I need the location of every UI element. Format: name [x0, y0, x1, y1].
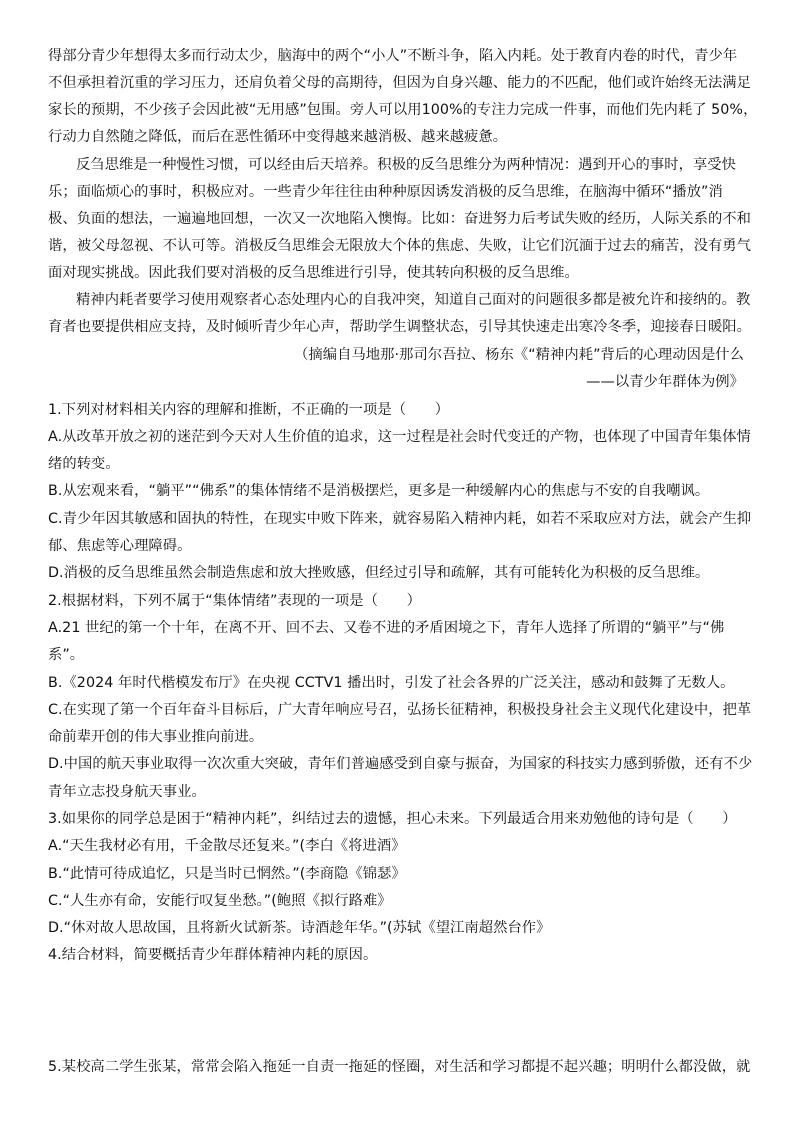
question-2-stem: 2.根据材料，下列不属于“集体情绪”表现的一项是（ ） — [48, 593, 421, 609]
question-2-option-a: 系”。 — [48, 647, 85, 663]
question-1-option-d: D.消极的反刍思维虽然会制造焦虑和放大挫败感，但经过引导和疏解，其有可能转化为积极的反刍思维。 — [48, 565, 710, 581]
question-2-option-b: B.《2024 年时代楷模发布厅》在央视 CCTV1 播出时，引发了社会各界的广泛关注，感动和鼓舞了无数人。 — [48, 675, 735, 691]
question-3-stem: 3.如果你的同学总是困于“精神内耗”，纠结过去的遗憾，担心未来。下列最适合用来劝勉他的诗句是（ ） — [48, 811, 737, 827]
question-1-option-a: 绪的转变。 — [48, 456, 120, 472]
passage-line: 家长的预期，不少孩子会因此被“无用感”包围。旁人可以用100%的专注力完成一件事，而他们先内耗了 50%， — [48, 102, 758, 118]
question-2-option-c: 命前辈开创的伟大事业推向前进。 — [48, 729, 264, 745]
question-1-option-a: A.从改革开放之初的迷茫到今天对人生价值的追求，这一过程是社会时代变迁的产物，也体现了中国青年集体情 — [48, 429, 751, 445]
question-5-stem: 5.某校高二学生张某，常常会陷入拖延一自责一拖延的怪圈，对生活和学习都提不起兴趣；明明什么都没做，就 — [48, 1059, 751, 1075]
question-3-option-a: A.“天生我材必有用，千金散尽还复来。”(李白《将进酒》 — [48, 838, 406, 854]
passage-line: 乐；面临烦心的事时，积极应对。一些青少年往往由种种原因诱发消极的反刍思维，在脑海中循环“播放”消 — [48, 184, 723, 200]
question-4-stem: 4.结合材料，简要概括青少年群体精神内耗的原因。 — [48, 947, 378, 963]
question-1-option-b: B.从宏观来看，“躺平”“佛系”的集体情绪不是消极摆烂，更多是一种缓解内心的焦虑与不安的自我嘲讽。 — [48, 483, 710, 499]
passage-line: 育者也要提供相应支持，及时倾听青少年心声，帮助学生调整状态，引导其快速走出寒冷冬季，迎接春日暖阳。 — [48, 319, 751, 335]
passage-line: 面对现实挑战。因此我们要对消极的反刍思维进行引导，使其转向积极的反刍思维。 — [48, 265, 579, 281]
source-citation: ——以青少年群体为例》 — [586, 374, 744, 390]
question-2-option-a: A.21 世纪的第一个十年，在离不开、回不去、又卷不进的矛盾困境之下，青年人选择了所谓的“躺平”与“佛 — [48, 620, 725, 636]
question-3-option-d: D.“休对故人思故国，且将新火试新茶。诗酒趁年华。”(苏轼《望江南超然台作》 — [48, 920, 551, 936]
question-2-option-d: 青年立志投身航天事业。 — [48, 784, 206, 800]
question-3-option-b: B.“此情可待成追忆，只是当时已惘然。”(李商隐《锦瑟》 — [48, 866, 406, 882]
passage-line: 反刍思维是一种慢性习惯，可以经由后天培养。积极的反刍思维分为两种情况：遇到开心的事时，享受快 — [76, 157, 736, 173]
question-1-option-c: C.青少年因其敏感和固执的特性，在现实中败下阵来，就容易陷入精神内耗，如若不采取应对方法，就会产生抑 — [48, 511, 752, 527]
passage-line: 精神内耗者要学习使用观察者心态处理内心的自我冲突，知道自己面对的问题很多都是被允许和接纳的。教 — [76, 292, 751, 308]
passage-line: 谐，被父母忽视、不认可等。消极反刍思维会无限放大个体的焦虑、失败，让它们沉湎于过去的痛苦，没有勇气 — [48, 238, 751, 254]
question-1-option-c: 郁、焦虑等心理障碍。 — [48, 538, 192, 554]
question-2-option-c: C.在实现了第一个百年奋斗目标后，广大青年响应号召，弘扬长征精神，积极投身社会主义现代化建设中，把革 — [48, 702, 752, 718]
question-2-option-d: D.中国的航天事业取得一次次重大突破，青年们普遍感受到自豪与振奋，为国家的科技实力感到骄傲，还有不少 — [48, 756, 753, 772]
question-1-stem: 1.下列对材料相关内容的理解和推断，不正确的一项是（ ） — [48, 402, 450, 418]
passage-line: 行动力自然随之降低，而后在恶性循环中变得越来越消极、越来越疲惫。 — [48, 129, 508, 145]
passage-line: 极、负面的想法，一遍遍地回想，一次又一次地陷入懊悔。比如：奋进努力后考试失败的经历，人际关系的不和 — [48, 211, 751, 227]
source-citation: （摘编自马地那·那司尔吾拉、杨东《“精神内耗”背后的心理动因是什么 — [294, 347, 744, 363]
passage-line: 不但承担着沉重的学习压力，还肩负着父母的高期待，但因为自身兴趣、能力的不匹配，他们或许始终无法满足 — [48, 75, 751, 91]
question-3-option-c: C.“人生亦有命，安能行叹复坐愁。”(鲍照《拟行路难》 — [48, 893, 392, 909]
passage-line: 得部分青少年想得太多而行动太少，脑海中的两个“小人”不断斗争，陷入内耗。处于教育内卷的时代，青少年 — [48, 48, 738, 64]
